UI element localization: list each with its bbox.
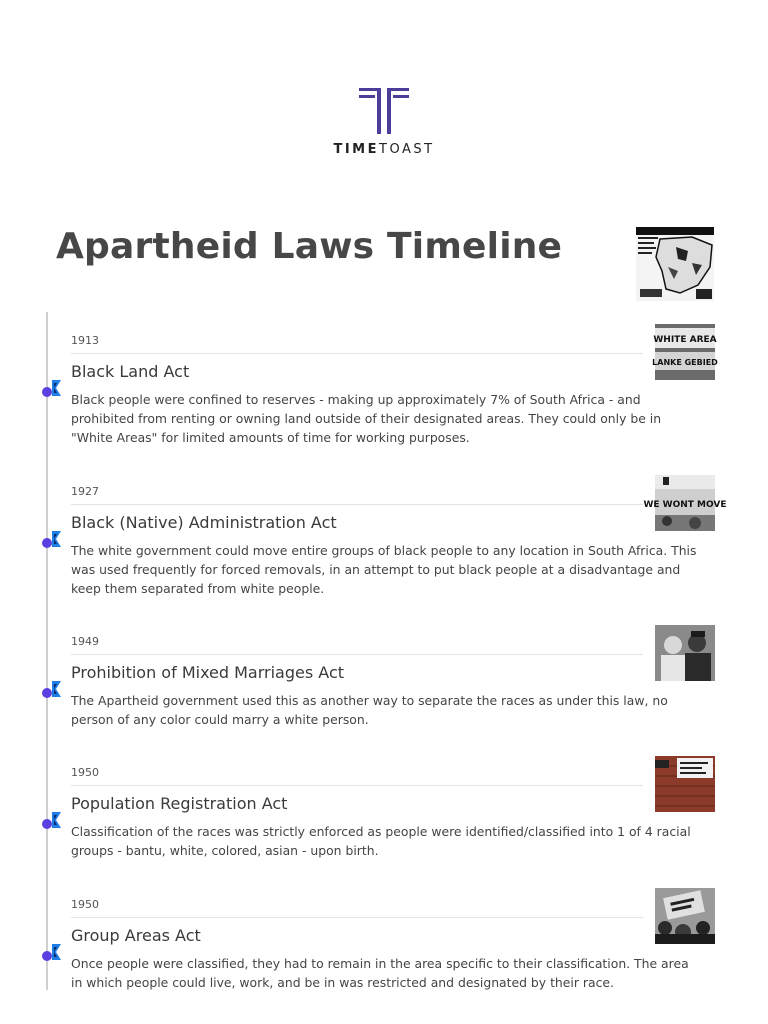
we-wont-move-protest-thumbnail[interactable] [643,475,727,531]
event-date: 1927 [71,485,99,498]
brand-name-light: TOAST [379,142,435,157]
event-title[interactable]: Prohibition of Mixed Marriages Act [71,663,345,682]
protest-crowd-thumbnail[interactable] [655,888,715,944]
page-title: Apartheid Laws Timeline [56,226,563,267]
event-date: 1913 [71,334,99,347]
event-description: The white government could move entire groups of black people to any location in South Africa. This was used frequently for forced removals, in an attempt to put black people at a disadvantage and keep them separated from white people. [71,543,697,596]
timeline-marker-icon [41,528,63,550]
brand-name-bold: TIME [333,142,379,157]
event-description: Classification of the races was strictly enforced as people were identified/classified into 1 of 4 racial groups - bantu, white, colored, asian - upon birth. [71,824,691,858]
divider [71,353,643,354]
timeline-marker-icon [41,809,63,831]
event-date: 1949 [71,635,99,648]
couple-photo-thumbnail[interactable] [655,625,715,681]
south-africa-map-thumbnail[interactable] [636,227,714,301]
event-title[interactable]: Black (Native) Administration Act [71,513,337,532]
timeline-axis [46,312,48,990]
divider [71,785,643,786]
event-title[interactable]: Group Areas Act [71,926,201,945]
white-area-sign-thumbnail[interactable] [652,324,718,380]
timeline-marker-icon [41,941,63,963]
event-title[interactable]: Black Land Act [71,362,190,381]
brick-wall-sign-thumbnail[interactable] [655,756,715,812]
divider [71,917,643,918]
svg-text:LANKE GEBIED: LANKE GEBIED [652,358,718,367]
event-date: 1950 [71,898,99,911]
event-description: Once people were classified, they had to remain in the area specific to their classification. The area in which people could live, work, and be in was restricted and designated by their race. [71,956,689,990]
divider [71,654,643,655]
svg-text:WE WONT MOVE: WE WONT MOVE [643,500,727,510]
event-date: 1950 [71,766,99,779]
timeline-marker-icon [41,678,63,700]
timetoast-logo[interactable] [0,86,768,157]
timetoast-logo-icon [357,86,411,136]
timeline-marker-icon [41,377,63,399]
brand-name [0,142,768,157]
divider [71,504,643,505]
event-description: The Apartheid government used this as another way to separate the races as under this law, no person of any color could marry a white person. [71,693,668,727]
event-title[interactable]: Population Registration Act [71,794,288,813]
svg-text:WHITE AREA: WHITE AREA [653,335,717,345]
event-description: Black people were confined to reserves - making up approximately 7% of South Africa - and prohibited from renting or owning land outside of their designated areas. They could only be in "White Areas" for limited amounts of time for working purposes. [71,392,662,445]
